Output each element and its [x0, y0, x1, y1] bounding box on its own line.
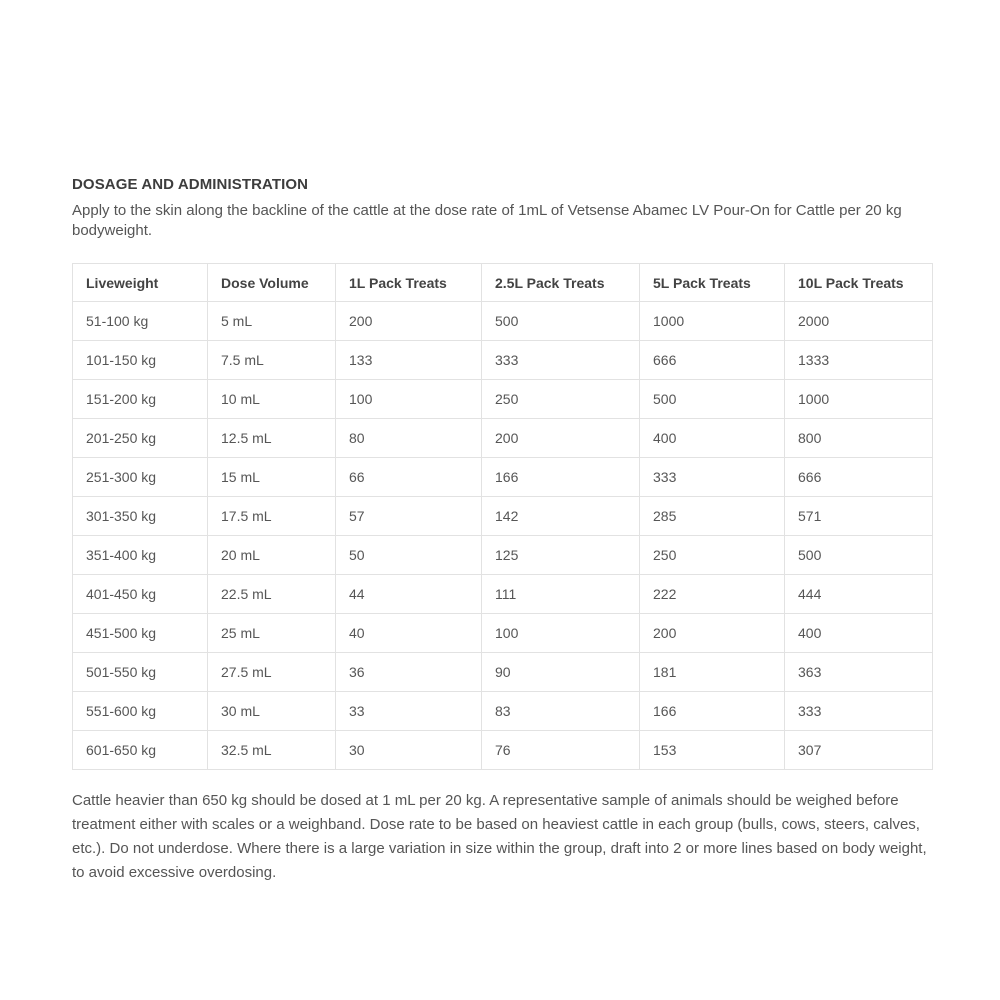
- table-header-row: [73, 264, 933, 302]
- table-cell: 83: [482, 692, 640, 731]
- table-cell: 20 mL: [208, 536, 336, 575]
- table-cell: 333: [482, 341, 640, 380]
- table-cell: 200: [336, 302, 482, 341]
- table-cell: 5 mL: [208, 302, 336, 341]
- table-cell: 333: [785, 692, 933, 731]
- table-cell: 666: [640, 341, 785, 380]
- table-cell: 40: [336, 614, 482, 653]
- table-cell: 44: [336, 575, 482, 614]
- table-cell: 22.5 mL: [208, 575, 336, 614]
- table-cell: 250: [482, 380, 640, 419]
- table-cell: 133: [336, 341, 482, 380]
- table-cell: 166: [482, 458, 640, 497]
- table-row: [73, 458, 933, 497]
- table-cell: 551-600 kg: [73, 692, 208, 731]
- table-cell: 250: [640, 536, 785, 575]
- column-header-10l-pack-treats: 10L Pack Treats: [785, 264, 933, 302]
- table-cell: 1000: [640, 302, 785, 341]
- column-header-2-5l-pack-treats: 2.5L Pack Treats: [482, 264, 640, 302]
- table-cell: 200: [482, 419, 640, 458]
- table-cell: 153: [640, 731, 785, 770]
- table-cell: 30 mL: [208, 692, 336, 731]
- table-cell: 401-450 kg: [73, 575, 208, 614]
- table-cell: 451-500 kg: [73, 614, 208, 653]
- table-cell: 666: [785, 458, 933, 497]
- table-cell: 17.5 mL: [208, 497, 336, 536]
- table-cell: 100: [336, 380, 482, 419]
- table-row: [73, 341, 933, 380]
- table-row: [73, 536, 933, 575]
- table-row: [73, 497, 933, 536]
- table-cell: 76: [482, 731, 640, 770]
- table-cell: 51-100 kg: [73, 302, 208, 341]
- table-cell: 101-150 kg: [73, 341, 208, 380]
- table-cell: 30: [336, 731, 482, 770]
- table-cell: 571: [785, 497, 933, 536]
- table-cell: 90: [482, 653, 640, 692]
- table-cell: 151-200 kg: [73, 380, 208, 419]
- table-cell: 80: [336, 419, 482, 458]
- table-cell: 66: [336, 458, 482, 497]
- dosage-section-heading: DOSAGE AND ADMINISTRATION: [72, 176, 309, 193]
- table-cell: 2000: [785, 302, 933, 341]
- table-cell: 400: [640, 419, 785, 458]
- table-cell: 501-550 kg: [73, 653, 208, 692]
- table-cell: 1000: [785, 380, 933, 419]
- table-cell: 142: [482, 497, 640, 536]
- table-cell: 166: [640, 692, 785, 731]
- table-row: [73, 731, 933, 770]
- table-cell: 500: [785, 536, 933, 575]
- table-cell: 7.5 mL: [208, 341, 336, 380]
- column-header-liveweight: Liveweight: [73, 264, 208, 302]
- table-cell: 32.5 mL: [208, 731, 336, 770]
- table-cell: 36: [336, 653, 482, 692]
- table-cell: 351-400 kg: [73, 536, 208, 575]
- table-cell: 15 mL: [208, 458, 336, 497]
- table-cell: 333: [640, 458, 785, 497]
- table-cell: 10 mL: [208, 380, 336, 419]
- table-row: [73, 653, 933, 692]
- table-row: [73, 692, 933, 731]
- table-row: [73, 302, 933, 341]
- table-cell: 27.5 mL: [208, 653, 336, 692]
- dosage-footer-note: Cattle heavier than 650 kg should be dosed at 1 mL per 20 kg. A representative sample of animals should be weighed before treatment either with scales or a weighband. Dose rate to be based on heaviest cattle in each group (bulls, cows, steers, calves, etc.). Do not underdose. Where there is a large variation in size within the group, draft into 2 or more lines based on body weight, to avoid excessive overdosing.: [72, 792, 927, 881]
- table-row: [73, 614, 933, 653]
- table-cell: 12.5 mL: [208, 419, 336, 458]
- table-cell: 251-300 kg: [73, 458, 208, 497]
- table-cell: 285: [640, 497, 785, 536]
- table-cell: 444: [785, 575, 933, 614]
- table-row: [73, 575, 933, 614]
- table-row: [73, 419, 933, 458]
- dosage-intro-paragraph: Apply to the skin along the backline of the cattle at the dose rate of 1mL of Vetsense Abamec LV Pour-On for Cattle per 20 kg bodyweight.: [72, 202, 902, 239]
- table-cell: 800: [785, 419, 933, 458]
- column-header-dose-volume: Dose Volume: [208, 264, 336, 302]
- dosage-table-body: [73, 302, 933, 770]
- table-cell: 222: [640, 575, 785, 614]
- table-cell: 100: [482, 614, 640, 653]
- table-cell: 125: [482, 536, 640, 575]
- table-cell: 201-250 kg: [73, 419, 208, 458]
- column-header-5l-pack-treats: 5L Pack Treats: [640, 264, 785, 302]
- table-cell: 181: [640, 653, 785, 692]
- table-cell: 500: [640, 380, 785, 419]
- table-cell: 200: [640, 614, 785, 653]
- column-header-1l-pack-treats: 1L Pack Treats: [336, 264, 482, 302]
- dosage-table: [72, 263, 933, 770]
- table-row: [73, 380, 933, 419]
- table-cell: 33: [336, 692, 482, 731]
- table-cell: 301-350 kg: [73, 497, 208, 536]
- table-cell: 363: [785, 653, 933, 692]
- table-cell: 1333: [785, 341, 933, 380]
- table-cell: 400: [785, 614, 933, 653]
- dosage-table-head: [73, 264, 933, 302]
- table-cell: 111: [482, 575, 640, 614]
- table-cell: 601-650 kg: [73, 731, 208, 770]
- table-cell: 500: [482, 302, 640, 341]
- table-cell: 307: [785, 731, 933, 770]
- table-cell: 57: [336, 497, 482, 536]
- table-cell: 25 mL: [208, 614, 336, 653]
- table-cell: 50: [336, 536, 482, 575]
